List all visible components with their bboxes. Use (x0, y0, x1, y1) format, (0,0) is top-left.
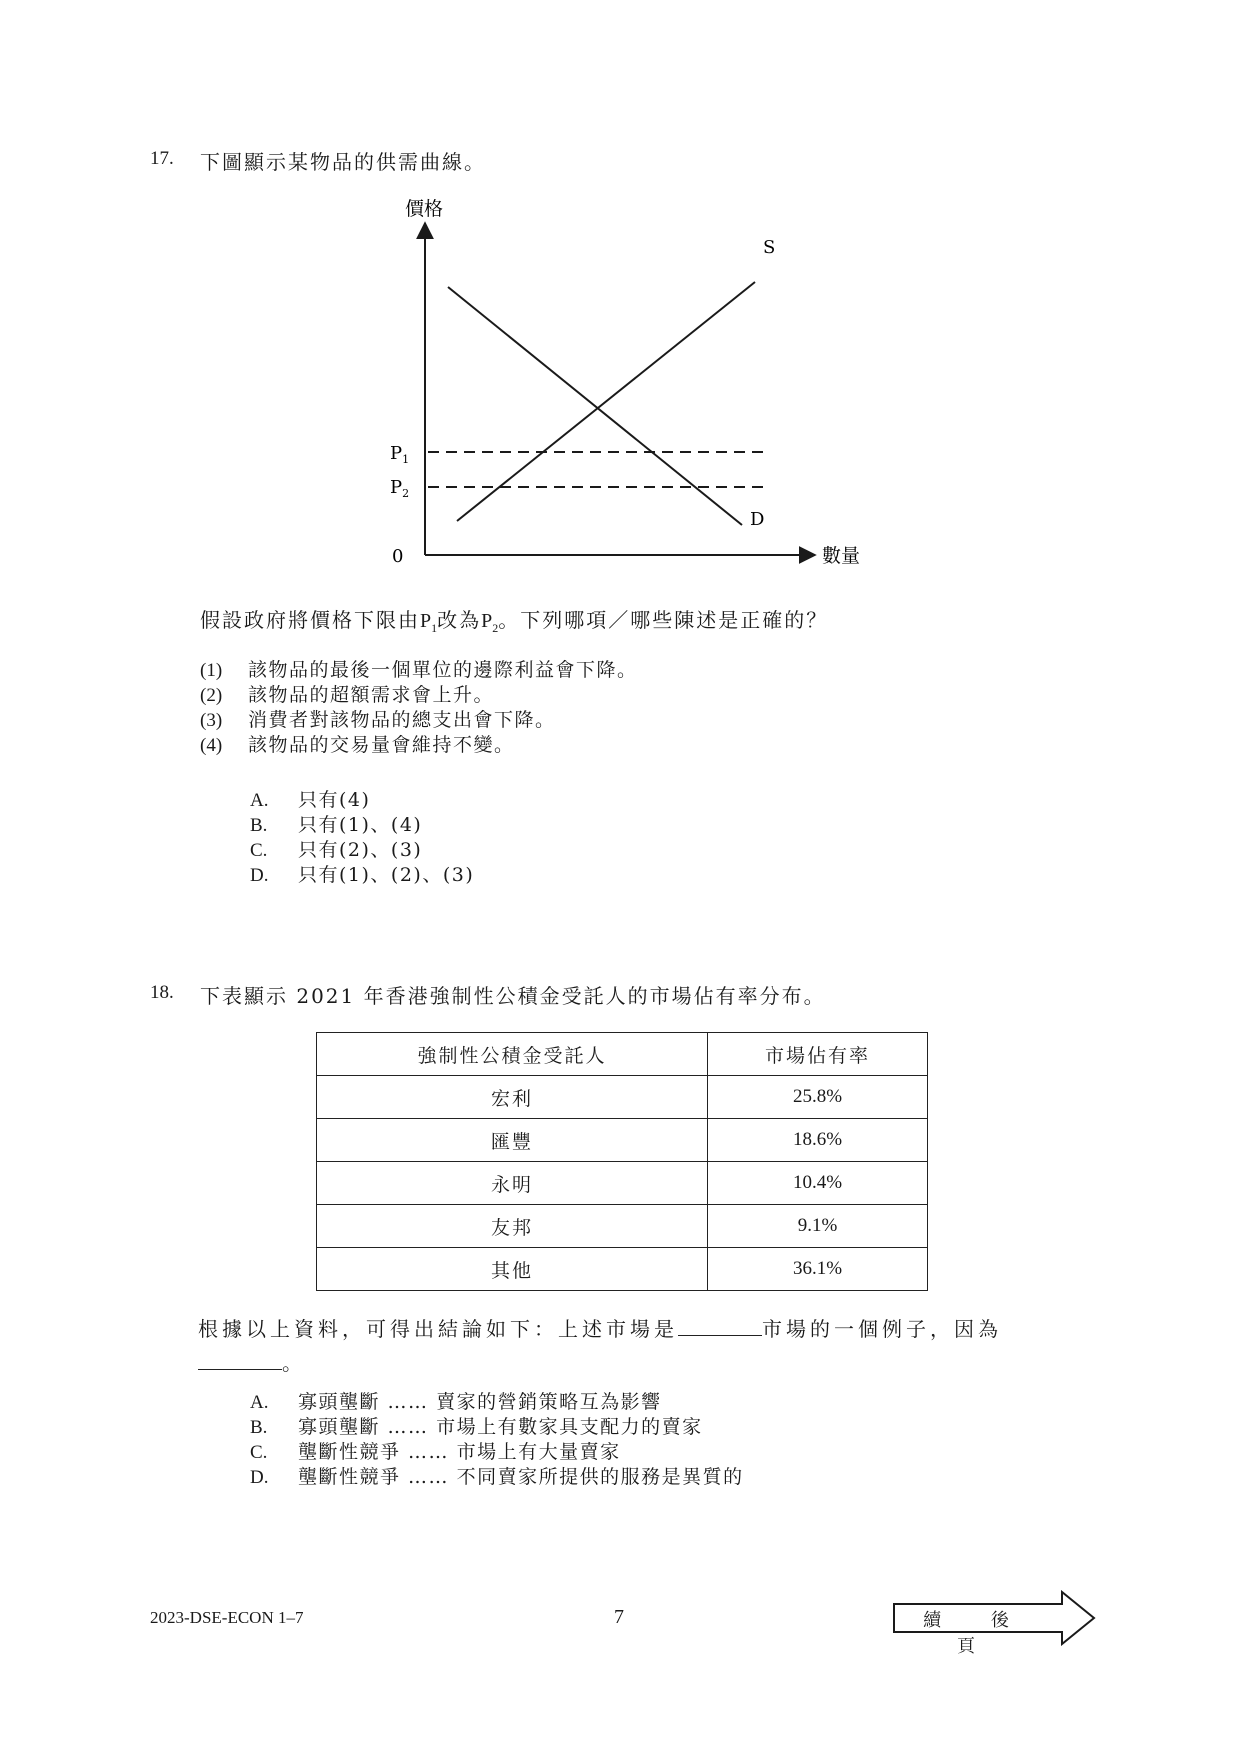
share-cell: 36.1% (708, 1248, 928, 1291)
trustee-cell: 宏利 (317, 1076, 708, 1119)
question-18-prompt: 下表顯示 2021 年香港強制性公積金受託人的市場佔有率分布。 (200, 984, 826, 1008)
table-row (317, 1119, 928, 1162)
statement-1: (1) 該物品的最後一個單位的邊際利益會下降。 (200, 659, 638, 681)
option-b: B. 寡頭壟斷 …… 市場上有數家具支配力的賣家 (250, 1416, 703, 1438)
question-18-options (250, 1390, 744, 1490)
option-b: B. 只有(1)、(4) (250, 814, 423, 836)
demand-label: D (750, 509, 765, 530)
x-axis-label: 數量 (822, 545, 861, 567)
option-a: A. 只有(4) (250, 789, 371, 811)
p2-label: $P_2$ (390, 477, 410, 500)
share-cell: 10.4% (708, 1162, 928, 1205)
statement-4: (4) 該物品的交易量會維持不變。 (200, 734, 515, 756)
table-header: 強制性公積金受託人 (317, 1033, 708, 1076)
table-header-row (317, 1033, 928, 1076)
option-c: C. 壟斷性競爭 …… 市場上有大量賣家 (250, 1441, 621, 1463)
question-17-question: 假設政府將價格下限由$P_1$改為$P_2$。下列哪項／哪些陳述是正確的？ (200, 608, 829, 635)
blank-2 (198, 1351, 282, 1370)
origin-label: 0 (392, 546, 404, 567)
trustee-cell: 友邦 (317, 1205, 708, 1248)
question-17-statements (200, 658, 638, 758)
page-number: 7 (614, 1606, 624, 1628)
supply-label: S (763, 237, 776, 258)
trustee-cell: 匯豐 (317, 1119, 708, 1162)
p1-label: $P_1$ (390, 443, 410, 466)
option-c: C. 只有(2)、(3) (250, 839, 423, 861)
question-18-conclusion: 根據以上資料，可得出結論如下：上述市場是 市場的一個例子，因為 。 (198, 1317, 1002, 1375)
option-d: D. 壟斷性競爭 …… 不同賣家所提供的服務是異質的 (250, 1466, 744, 1488)
table-header: 市場佔有率 (708, 1033, 928, 1076)
share-cell: 25.8% (708, 1076, 928, 1119)
market-share-table (316, 1032, 928, 1291)
blank-1 (678, 1317, 762, 1336)
continue-arrow (892, 1590, 1097, 1657)
trustee-cell: 永明 (317, 1162, 708, 1205)
table-row (317, 1162, 928, 1205)
continue-text: 續 後 頁 (923, 1610, 1031, 1657)
option-a: A. 寡頭壟斷 …… 賣家的營銷策略互為影響 (250, 1391, 662, 1413)
question-18-number: 18. (150, 982, 174, 1003)
y-axis-label: 價格 (405, 198, 444, 220)
trustee-cell: 其他 (317, 1248, 708, 1291)
table-row (317, 1248, 928, 1291)
statement-3: (3) 消費者對該物品的總支出會下降。 (200, 709, 556, 731)
supply-curve (457, 282, 755, 521)
question-17-number: 17. (150, 148, 174, 169)
statement-2: (2) 該物品的超額需求會上升。 (200, 684, 495, 706)
paper-code: 2023-DSE-ECON 1–7 (150, 1608, 304, 1627)
question-17-options (250, 788, 474, 888)
demand-curve (448, 287, 742, 525)
share-cell: 18.6% (708, 1119, 928, 1162)
option-d: D. 只有(1)、(2)、(3) (250, 864, 475, 886)
table-row (317, 1205, 928, 1248)
question-17-prompt: 下圖顯示某物品的供需曲線。 (200, 150, 486, 174)
share-cell: 9.1% (708, 1205, 928, 1248)
supply-demand-graph (360, 195, 880, 575)
table-row (317, 1076, 928, 1119)
